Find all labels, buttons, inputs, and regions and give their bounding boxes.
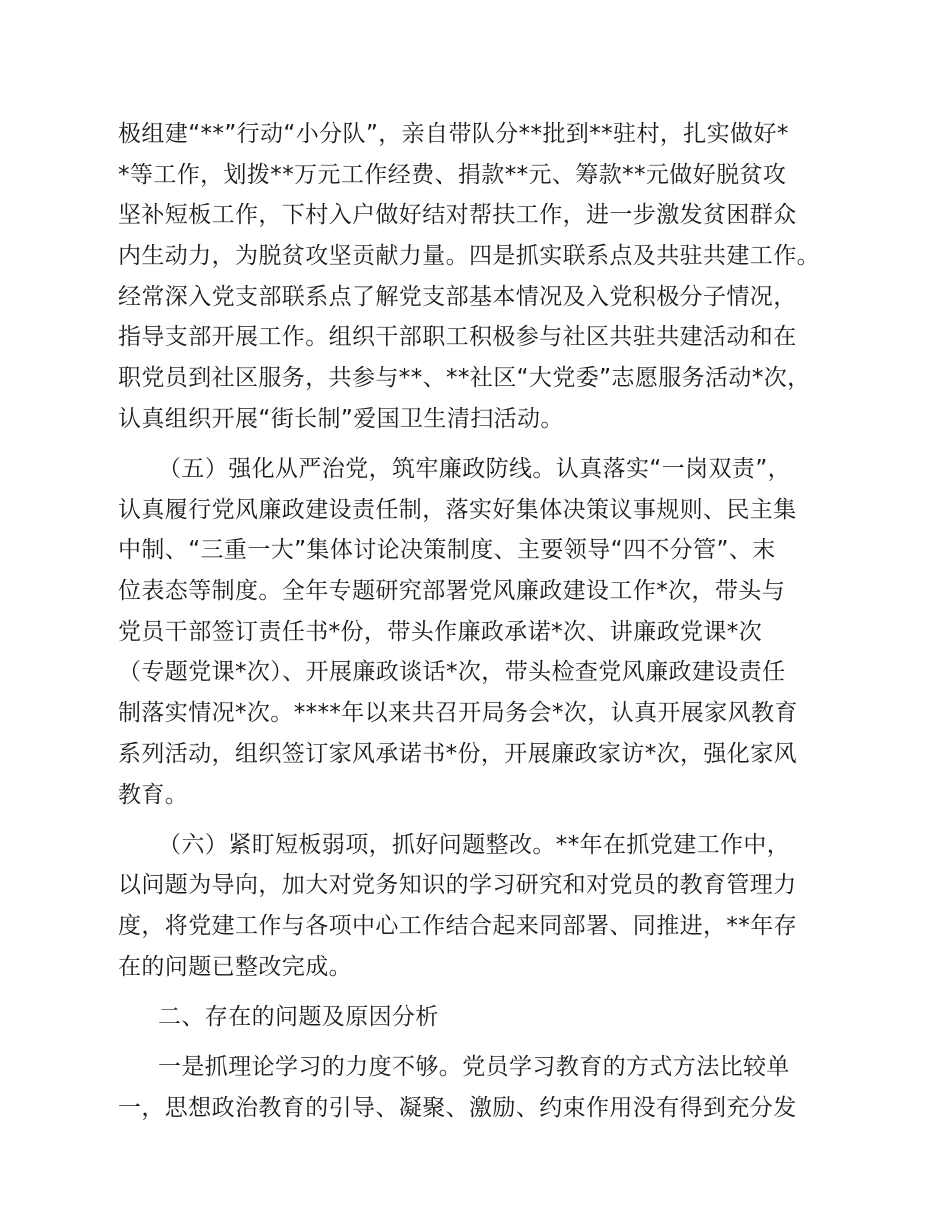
text-line: 二、存在的问题及原因分析 <box>158 1003 439 1030</box>
text-line: 教育。 <box>118 781 189 808</box>
text-line: 度，将党建工作与各项中心工作结合起来同部署、同推进，**年存 <box>118 913 797 940</box>
text-line: 制落实情况*次。****年以来共召开局务会*次，认真开展家风教育 <box>118 700 798 727</box>
text-line: （六）紧盯短板弱项，抓好问题整改。**年在抓党建工作中， <box>158 831 791 858</box>
text-line: 极组建“**”行动“小分队”，亲自带队分**批到**驻村，扎实做好* <box>118 121 789 147</box>
text-line: *等工作，划拨**万元工作经费、捐款**元、筹款**元做好脱贫攻 <box>118 161 787 188</box>
document-page <box>118 114 853 1129</box>
paragraph-gap <box>118 1038 853 1048</box>
text-line: 以问题为导向，加大对党务知识的学习研究和对党员的教育管理力 <box>118 872 797 899</box>
text-line: 指导支部开展工作。组织干部职工积极参与社区共驻共建活动和在 <box>118 324 797 351</box>
text-line: 职党员到社区服务，共参与**、**社区“大党委”志愿服务活动*次， <box>118 365 811 392</box>
paragraph-gap <box>118 440 853 450</box>
text-line: 系列活动，组织签订家风承诺书*份，开展廉政家访*次，强化家风 <box>118 740 797 767</box>
text-line: 党员干部签订责任书*份，带头作廉政承诺*次、讲廉政党课*次 <box>118 618 763 645</box>
text-line: （专题党课*次）、开展廉政谈话*次，带头检查党风廉政建设责任 <box>118 659 786 686</box>
text-line: 在的问题已整改完成。 <box>118 953 352 980</box>
paragraph-gap <box>118 987 853 997</box>
text-line: 内生动力，为脱贫攻坚贡献力量。四是抓实联系点及共驻共建工作。 <box>118 243 820 270</box>
text-line: 位表态等制度。全年专题研究部署党风廉政建设工作*次，带头与 <box>118 578 786 605</box>
text-line: 一是抓理论学习的力度不够。党员学习教育的方式方法比较单 <box>158 1054 790 1081</box>
text-line: 坚补短板工作，下村入户做好结对帮扶工作，进一步激发贫困群众 <box>118 202 797 229</box>
paragraph-gap <box>118 815 853 825</box>
text-line: 中制、“三重一大”集体讨论决策制度、主要领导“四不分管”、末 <box>118 537 776 564</box>
text-line: 认真组织开展“街长制”爱国卫生清扫活动。 <box>118 405 564 432</box>
text-line: 认真履行党风廉政建设责任制，落实好集体决策议事规则、民主集 <box>118 496 797 523</box>
text-line: （五）强化从严治党，筑牢廉政防线。认真落实“一岗双责”， <box>158 456 792 482</box>
text-line: 一，思想政治教育的引导、凝聚、激励、约束作用没有得到充分发 <box>118 1094 797 1121</box>
text-line: 经常深入党支部联系点了解党支部基本情况及入党积极分子情况， <box>118 283 797 310</box>
